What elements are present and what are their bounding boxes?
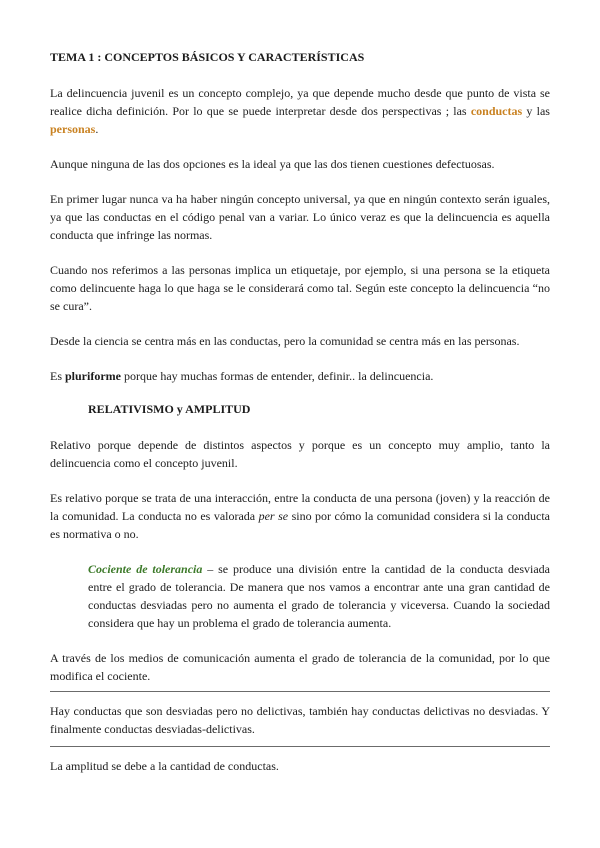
per-se-term: per se [258,509,289,523]
pluriforme-suffix: porque hay muchas formas de entender, definir.. la delincuencia. [121,369,434,383]
paragraph-medios: A través de los medios de comunicación aumenta el grado de tolerancia de la comunidad, por lo que modifica el cociente. [50,651,550,683]
intro-period: . [95,122,99,136]
pluriforme-term: pluriforme [65,369,121,383]
interaccion-suffix: sino por cómo la comunidad considera si la conducta es normativa o no. [50,509,550,541]
cociente-definition: – se produce una división entre la cantidad de la conducta desviada entre el grado de tolerancia. De manera que nos vamos a encontrar ante una gran cantidad de conductas desviadas pero no aumenta el grado de tolerancia y viceversa. Cuando la sociedad considera que hay un problema el grado de tolerancia aumenta. [88,562,550,630]
cociente-term: Cociente de tolerancia [88,562,203,576]
paragraph-interaccion [50,489,550,543]
paragraph-universal-concept: En primer lugar nunca va ha haber ningún concepto universal, ya que en ningún contexto serán iguales, ya que las conductas en el código penal van a variar. Lo único veraz es que la delincuencia es aquella conducta que infringe las normas. [50,192,550,242]
paragraph-relativo: Relativo porque depende de distintos aspectos y porque es un concepto muy amplio, tanto la delincuencia como el concepto juvenil. [50,438,550,470]
intro-connector: y las [522,104,550,118]
paragraph-pluriforme [50,367,550,385]
section-heading-relativismo: RELATIVISMO y AMPLITUD [88,402,251,416]
interaccion-prefix: Es relativo porque se trata de una interacción, entre la conducta de una persona (joven) y la reacción de la comunidad. La conducta no es valorada [50,491,550,523]
divider-1 [50,691,550,692]
paragraph-cociente-tolerancia [88,560,550,632]
paragraph-ciencia: Desde la ciencia se centra más en las conductas, pero la comunidad se centra más en las personas. [50,334,520,348]
divider-2 [50,746,550,747]
pluriforme-prefix: Es [50,369,65,383]
paragraph-options: Aunque ninguna de las dos opciones es la ideal ya que las dos tienen cuestiones defectuosas. [50,157,495,171]
highlight-conductas: conductas [470,104,523,118]
paragraph-amplitud: La amplitud se debe a la cantidad de conductas. [50,759,279,773]
page-title: TEMA 1 : CONCEPTOS BÁSICOS Y CARACTERÍSTICAS [50,50,365,64]
intro-text: La delincuencia juvenil es un concepto complejo, ya que depende mucho desde que punto de vista se realice dicha definición. Por lo que se puede interpretar desde dos perspectivas ; las [50,86,550,118]
document-page [50,50,550,775]
paragraph-personas: Cuando nos referimos a las personas implica un etiquetaje, por ejemplo, si una persona se la etiqueta como delincuente haga lo que haga se le considerará como tal. Según este concepto la delincuencia “no se cura”. [50,263,550,313]
paragraph-intro [50,84,550,138]
paragraph-desviadas: Hay conductas que son desviadas pero no delictivas, también hay conductas delictivas no desviadas. Y finalmente conductas desviadas-delictivas. [50,704,550,736]
highlight-personas: personas [50,122,96,136]
